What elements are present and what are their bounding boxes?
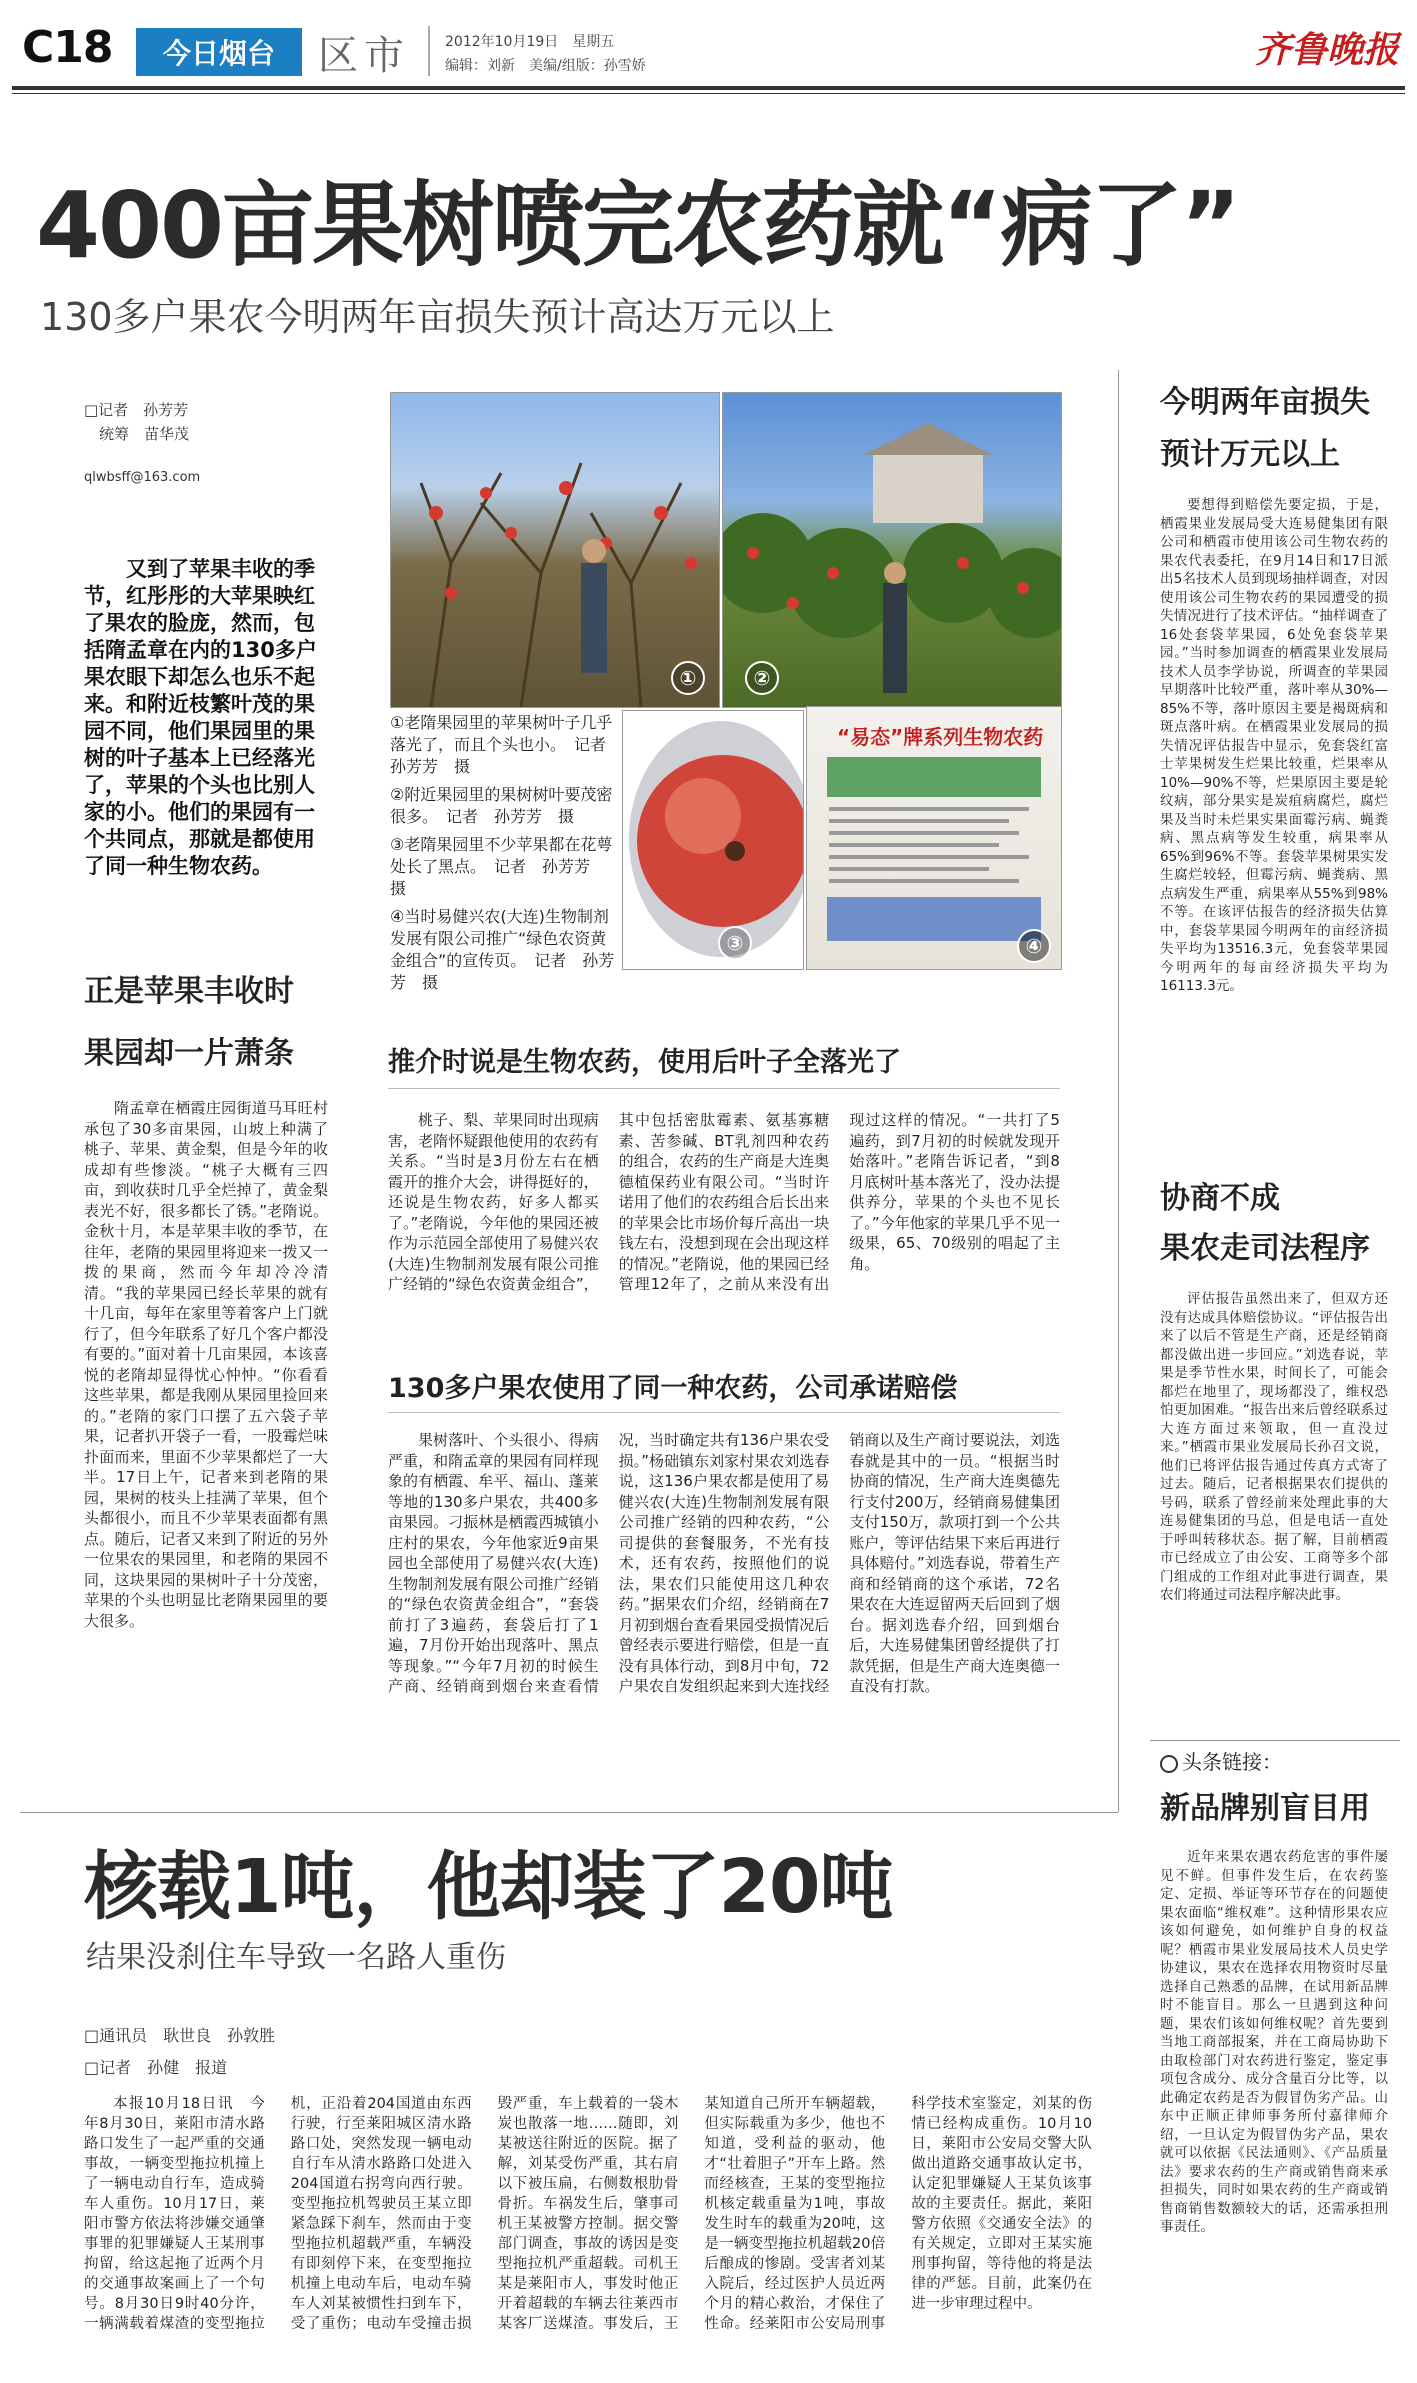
header-meta [445, 30, 646, 78]
photo-number-2: ② [745, 661, 779, 695]
header-rule-thin [12, 93, 1405, 94]
photo-2-illustration [723, 393, 1061, 707]
link-title: 新品牌别盲目用 [1160, 1791, 1370, 1826]
flyer-title: “易态”牌系列生物农药 [837, 725, 1044, 749]
section-tab: 今日烟台 [136, 28, 302, 76]
photo-4 [806, 706, 1062, 970]
link-rule [1150, 1740, 1400, 1741]
photo-number-1: ① [671, 661, 705, 695]
link-bullet-icon [1160, 1755, 1178, 1773]
story1-byline: □记者 孙芳芳 统筹 苗华茂 [84, 401, 190, 443]
subsection-label: 区市 [318, 33, 410, 79]
photo-1-illustration [391, 393, 719, 707]
story2-byline: □通讯员 耿世良 孙敦胜 □记者 孙健 报道 [84, 2026, 276, 2077]
page-number: C18 [22, 22, 113, 73]
story1-subheadline: 130多户果农今明两年亩损失预计高达万元以上 [40, 295, 835, 339]
newspaper-logo: 齐鲁晚报 [1255, 29, 1400, 71]
photo-3-illustration [623, 711, 803, 969]
story1-lead: 又到了苹果丰收的季节，红彤彤的大苹果映红了果农的脸庞，然而，包括隋孟章在内的130多户果农眼下却怎么也乐不起来。和附近枝繁叶茂的果园不同，他们果园里的果树的叶子基本上已经落光了，苹果的个头也比别人家的小。他们的果园有一个共同点，那就是都使用了同一种生物农药。 [84, 557, 317, 878]
sidebar-divider [1118, 370, 1119, 1812]
section-b-rule [388, 1088, 1060, 1089]
photo-number-4: ④ [1017, 929, 1051, 963]
story1-email: qlwbsff@163.com [84, 470, 201, 485]
story2-rule [20, 1812, 1118, 1813]
sidebar-title-1: 今明两年亩损失 [1160, 385, 1370, 420]
story2-text: 本报10月18日讯 今年8月30日，莱阳市清水路路口发生了一起严重的交通事故，一辆变型拖拉机撞上了一辆电动自行车，造成骑车人重伤。10月17日，莱阳市警方依法将涉嫌交通肇事罪的犯罪嫌疑人王某刑事拘留，给这起拖了近两个月的交通事故案画上了一个句号。8月30日9时40分许，一辆满载着煤渣的变型拖拉机，正沿着204国道由东西行驶，行至莱阳城区清水路路口处，突然发现一辆电动自行车从清水路路口处进入204国道右拐弯向西行驶。变型拖拉机驾驶员王某立即紧急踩下刹车，然而由于变型拖拉机超载严重，车辆没有即刻停下来，在变型拖拉机撞上电动车后，电动车骑车人刘某被惯性扫到车下，受了重伤；电动车受撞击损毁严重，车上载着的一袋木炭也散落一地……随即，刘某被送往附近的医院。据了解，刘某受伤严重，其右肩以下被压扁，右侧数根肋骨骨折。车祸发生后，肇事司机王某被警方控制。据交警部门调查，事故的诱因是变型拖拉机严重超载。司机王某是莱阳市人，事发时他正开着超载的车辆去往莱西市某客厂送煤渣。事发后，王某知道自己所开车辆超载，但实际载重为多少，他也不知道，受利益的驱动，他才“壮着胆子”开车上路。然而经核查，王某的变型拖拉机核定载重量为1吨，事故发生时车的载重为20吨，这是一辆变型拖拉机超载20倍后酿成的惨剧。受害者刘某入院后，经过医护人员近两个月的精心救治，才保住了性命。经莱阳市公安局刑事科学技术室鉴定，刘某的伤情已经构成重伤。10月10日，莱阳市公安局交警大队做出道路交通事故认定书，认定犯罪嫌疑人王某负该事故的主要责任。据此，莱阳警方依照《交通安全法》的有关规定，立即对王某实施刑事拘留，等待他的将是法律的严惩。目前，此案仍在进一步审理过程中。 [84, 2096, 1092, 2332]
photo-number-3: ③ [718, 926, 752, 960]
date-line: 2012年10月19日 星期五 [445, 34, 615, 50]
header-divider [428, 26, 430, 76]
link-text: 近年来果农遇农药危害的事件屡见不鲜。但事件发生后，在农药鉴定、定损、举证等环节存在的问题使果农面临“维权难”。这种情形果农应该如何避免，如何维护自身的权益呢？栖霞市果业发展局技术人员史学协建议，果农在选择农用物资时尽量选择自己熟悉的品牌，在试用新品牌时不能盲目。那么一旦遇到这种问题，果农们该如何维权呢？首先要到当地工商部报案，并在工商局协助下由取检部门对农药进行鉴定，鉴定事项包含成分、成分含量百分比等，以此确定农药是否为假冒伪劣产品。山东中正顺正律师事务所付嘉律师介绍，一旦认定为假冒伪劣产品，果农就可以依据《民法通则》、《产品质量法》要求农药的生产商或销售商来承担损失，同时如果农药的生产商或销售商销售数额较大的话，还需承担刑事责任。 [1160, 1849, 1388, 2235]
sidebar-title-2: 预计万元以上 [1160, 437, 1340, 472]
link-label-row [1160, 1746, 1282, 1775]
section-b-title: 推介时说是生物农药，使用后叶子全落光了 [388, 1047, 901, 1078]
section-c-text: 果树落叶、个头很小、得病严重，和隋孟章的果园有同样现象的有栖霞、牟平、福山、蓬莱等地的130多户果农，共400多亩果园。刁振林是栖霞西城镇小庄村的果农，今年他家近9亩果园也全部使用了易健兴农(大连)生物制剂发展有限公司推广经销的“绿色农资黄金组合”，“套袋前打了3遍药，套袋后打了1遍，7月份开始出现落叶、黑点等现象。”“今年7月初的时候生产商、经销商到烟台来查看情况，当时确定共有136户果农受损。”杨础镇东刘家村果农刘选春说，这136户果农都是使用了易健兴农(大连)生物制剂发展有限公司推广经销的四种农药，“公司提供的套餐服务，不光有技术，还有农药，按照他们的说法，果农们只能使用这几种农药。”据果农们介绍，经销商在7月初到烟台查看果园受损情况后曾经表示要进行赔偿，但是一直没有具体行动，到8月中旬，72户果农自发组织起来到大连找经销商以及生产商讨要说法，刘选春就是其中的一员。“根据当时协商的情况，生产商大连奥德先行支付200万，经销商易健集团支付150万，款项打到一个公共账户，等评估结果下来后再进行具体赔付。”刘选春说，带着生产商和经销商的这个承诺，72名果农在大连逗留两天后回到了烟台。据刘选春介绍，回到烟台后，大连易健集团曾经提供了打款凭据，但是生产商大连奥德一直没有打款。 [388, 1431, 1060, 1695]
caption-3: ③老隋果园里不少苹果都在花萼处长了黑点。 记者 孙芳芳 摄 [390, 835, 613, 898]
photo-captions [390, 712, 623, 994]
photo-2 [722, 392, 1062, 708]
section-b-text: 桃子、梨、苹果同时出现病害，老隋怀疑跟他使用的农药有关系。“当时是3月份左右在栖霞开的推介大会，讲得挺好的，还说是生物农药，好多人都买了。”老隋说，今年他的果园还被作为示范园全部使用了易健兴农(大连)生物制剂发展有限公司推广经销的“绿色农资黄金组合”，其中包括密肽霉素、氨基寡糖素、苦参碱、BT乳剂四种农药的组合，农药的生产商是大连奥德植保药业有限公司。“当时许诺用了他们的农药组合后长出来的苹果会比市场价每斤高出一块钱左右，没想到现在会出现这样的情况。”老隋说，他的果园已经管理12年了，之前从来没有出现过这样的情况。“一共打了5遍药，到7月初的时候就发现开始落叶。”老隋告诉记者，“到8月底树叶基本落光了，没办法提供养分，苹果的个头也不见长了。”今年他家的苹果几乎不见一级果，65、70级别的唱起了主角。 [388, 1111, 1060, 1293]
section-a-title-1: 正是苹果丰收时 [84, 974, 294, 1009]
sidebar-text-1: 要想得到赔偿先要定损，于是，栖霞果业发展局受大连易健集团有限公司和栖霞市使用该公司生物农药的果农代表委托，在9月14日和17日派出5名技术人员到现场抽样调查，对因使用该公司生物农药的果园遭受的损失情况进行了技术评估。“抽样调查了16处套袋苹果园，6处免套袋苹果园。”当时参加调查的栖霞果业发展局技术人员李学协说，所调查的苹果园早期落叶比较严重，落叶率从30%—85%不等，落叶原因主要是褐斑病和斑点落叶病。在栖霞果业发展局的损失情况评估报告中显示，免套袋红富士苹果树发生烂果比较重，烂果率从10%—90%不等，烂果原因主要是轮纹病，部分果实是炭疽病腐烂，腐烂果及当时未烂果实果面霉污病、蝇粪病、黑点病等发生较重，病果率从65%到96%不等。套袋苹果树果实发生腐烂较轻，但霉污病、蝇粪病、黑点病发生严重，病果率从55%到98%不等。在该评估报告的经济损失估算中，套袋苹果园今明两年的亩经济损失平均为13516.3元，免套袋苹果园今明两年的每亩经济损失平均为16113.3元。 [1160, 497, 1388, 994]
sidebar-title-3: 协商不成 [1160, 1181, 1280, 1216]
photo-3 [622, 710, 804, 970]
header-rule [12, 86, 1405, 90]
photo-1 [390, 392, 720, 708]
sidebar-title-4: 果农走司法程序 [1160, 1231, 1370, 1266]
section-a-title-2: 果园却一片萧条 [84, 1036, 294, 1071]
story2-subheadline: 结果没刹住车导致一名路人重伤 [86, 1940, 506, 1975]
editors-line: 编辑：刘新 美编/组版：孙雪娇 [445, 58, 646, 74]
story2-headline: 核载1吨，他却装了20吨 [84, 1844, 893, 1930]
caption-2: ②附近果园里的果树树叶要茂密很多。 记者 孙芳芳 摄 [390, 785, 613, 826]
story1-headline: 400亩果树喷完农药就“病了” [36, 172, 1239, 279]
link-label: 头条链接： [1182, 1750, 1282, 1774]
section-c-title: 130多户果农使用了同一种农药，公司承诺赔偿 [388, 1373, 958, 1404]
sidebar-text-2: 评估报告虽然出来了，但双方还没有达成具体赔偿协议。“评估报告出来了以后不管是生产商，还是经销商都没做出进一步回应。”刘选春说，苹果是季节性水果，时间长了，可能会都烂在地里了，现场都没了，维权恐怕更加困难。“报告出来后曾经联系过大连方面过来领取，但一直没过来。”栖霞市果业发展局长孙召文说，他们已将评估报告通过传真方式寄了过去。随后，记者根据果农们提供的号码，联系了曾经前来处理此事的大连易健集团的马总，但是电话一直处于呼叫转移状态。据了解，目前栖霞市已经成立了由公安、工商等多个部门组成的工作组对此事进行调查，果农们将通过司法程序解决此事。 [1160, 1291, 1388, 1603]
caption-4: ④当时易健兴农(大连)生物制剂发展有限公司推广“绿色农资黄金组合”的宣传页。 记者 孙芳芳 摄 [390, 907, 615, 992]
section-a-text: 隋孟章在栖霞庄园街道马耳旺村承包了30多亩果园，山坡上种满了桃子、苹果、黄金梨，但是今年的收成却有些惨淡。“桃子大概有三四亩，到收获时几乎全烂掉了，黄金梨表光不好，很多都长了锈。”老隋说。金秋十月，本是苹果丰收的季节，在往年，老隋的果园里将迎来一拨又一拨的果商，然而今年却冷冷清清。“我的苹果园已经长苹果的就有十几亩，每年在家里等着客户上门就行了，但今年联系了好几个客户都没有要的。”面对着十几亩果园，本该喜悦的老隋却显得忧心忡忡。“你看看这些苹果，都是我刚从果园里捡回来的。”老隋的家门口摆了五六袋子苹果，记者扒开袋子一看，一股霉烂味扑面而来，里面不少苹果都烂了一大半。17日上午，记者来到老隋的果园，果树的枝头上挂满了苹果，但个头都很小，而且不少苹果表面都有黑点。随后，记者又来到了附近的另外一位果农的果园里，和老隋的果园不同，这块果园的果树叶子十分茂密，苹果的个头也明显比老隋果园里的要大很多。 [84, 1099, 328, 1630]
caption-1: ①老隋果园里的苹果树叶子几乎落光了，而且个头也小。 记者 孙芳芳 摄 [390, 713, 623, 776]
photo-4-illustration [807, 707, 1061, 969]
story2-body-wrap [84, 2094, 1092, 2370]
section-c-rule [388, 1412, 1060, 1413]
